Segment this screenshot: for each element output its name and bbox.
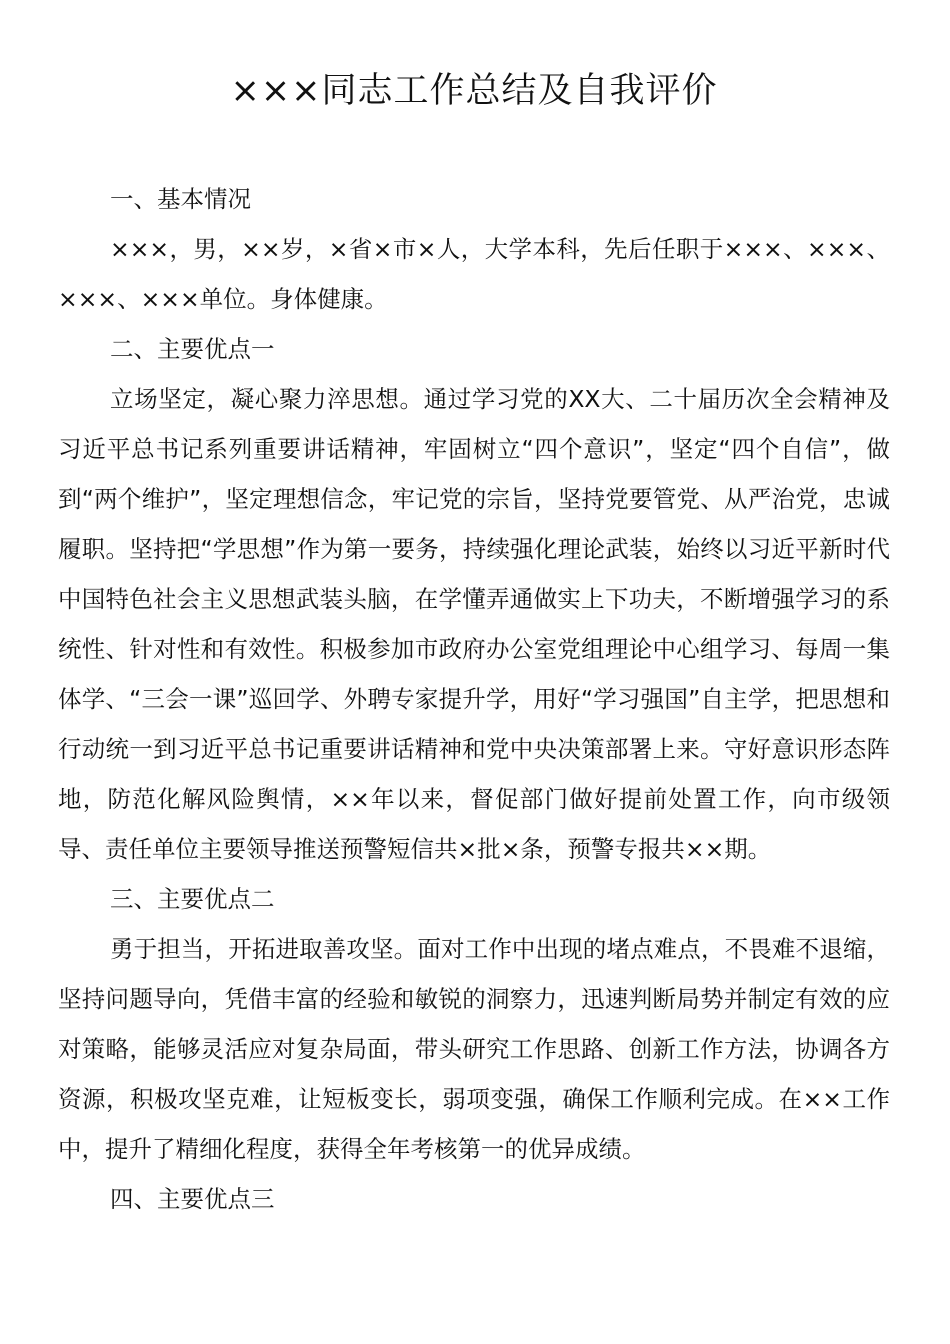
document-title: ×××同志工作总结及自我评价 <box>230 71 718 111</box>
paragraph-strength-1: 立场坚定，凝心聚力淬思想。通过学习党的XX大、二十届历次全会精神及习近平总书记系列重要讲话精神，牢固树立“四个意识”，坚定“四个自信”，做到“两个维护”，坚定理想信念，牢记党的宗旨，坚持党要管党、从严治党，忠诚履职。坚持把“学思想”作为第一要务，持续强化理论武装，始终以习近平新时代中国特色社会主义思想武装头脑，在学懂弄通做实上下功夫，不断增强学习的系统性、针对性和有效性。积极参加市政府办公室党组理论中心组学习、每周一集体学、“三会一课”巡回学、外聘专家提升学，用好“学习强国”自主学，把思想和行动统一到习近平总书记重要讲话精神和党中央决策部署上来。守好意识形态阵地，防范化解风险舆情，××年以来，督促部门做好提前处置工作，向市级领导、责任单位主要领导推送预警短信共×批×条，预警专报共××期。 <box>58 385 890 863</box>
section-heading-strength-3: 四、主要优点三 <box>110 1185 275 1213</box>
section-heading-strength-1: 二、主要优点一 <box>110 335 275 363</box>
paragraph-strength-2: 勇于担当，开拓进取善攻坚。面对工作中出现的堵点难点，不畏难不退缩，坚持问题导向，凭借丰富的经验和敏锐的洞察力，迅速判断局势并制定有效的应对策略，能够灵活应对复杂局面，带头研究工作思路、创新工作方法，协调各方资源，积极攻坚克难，让短板变长，弱项变强，确保工作顺利完成。在××工作中，提升了精细化程度，获得全年考核第一的优异成绩。 <box>58 935 890 1163</box>
section-heading-strength-2: 三、主要优点二 <box>110 885 275 913</box>
document-body <box>58 174 890 1224</box>
section-heading-basic-info: 一、基本情况 <box>110 185 251 213</box>
paragraph-basic-info: ×××，男，××岁，×省×市×人，大学本科，先后任职于×××、×××、×××、×××单位。身体健康。 <box>58 235 890 313</box>
